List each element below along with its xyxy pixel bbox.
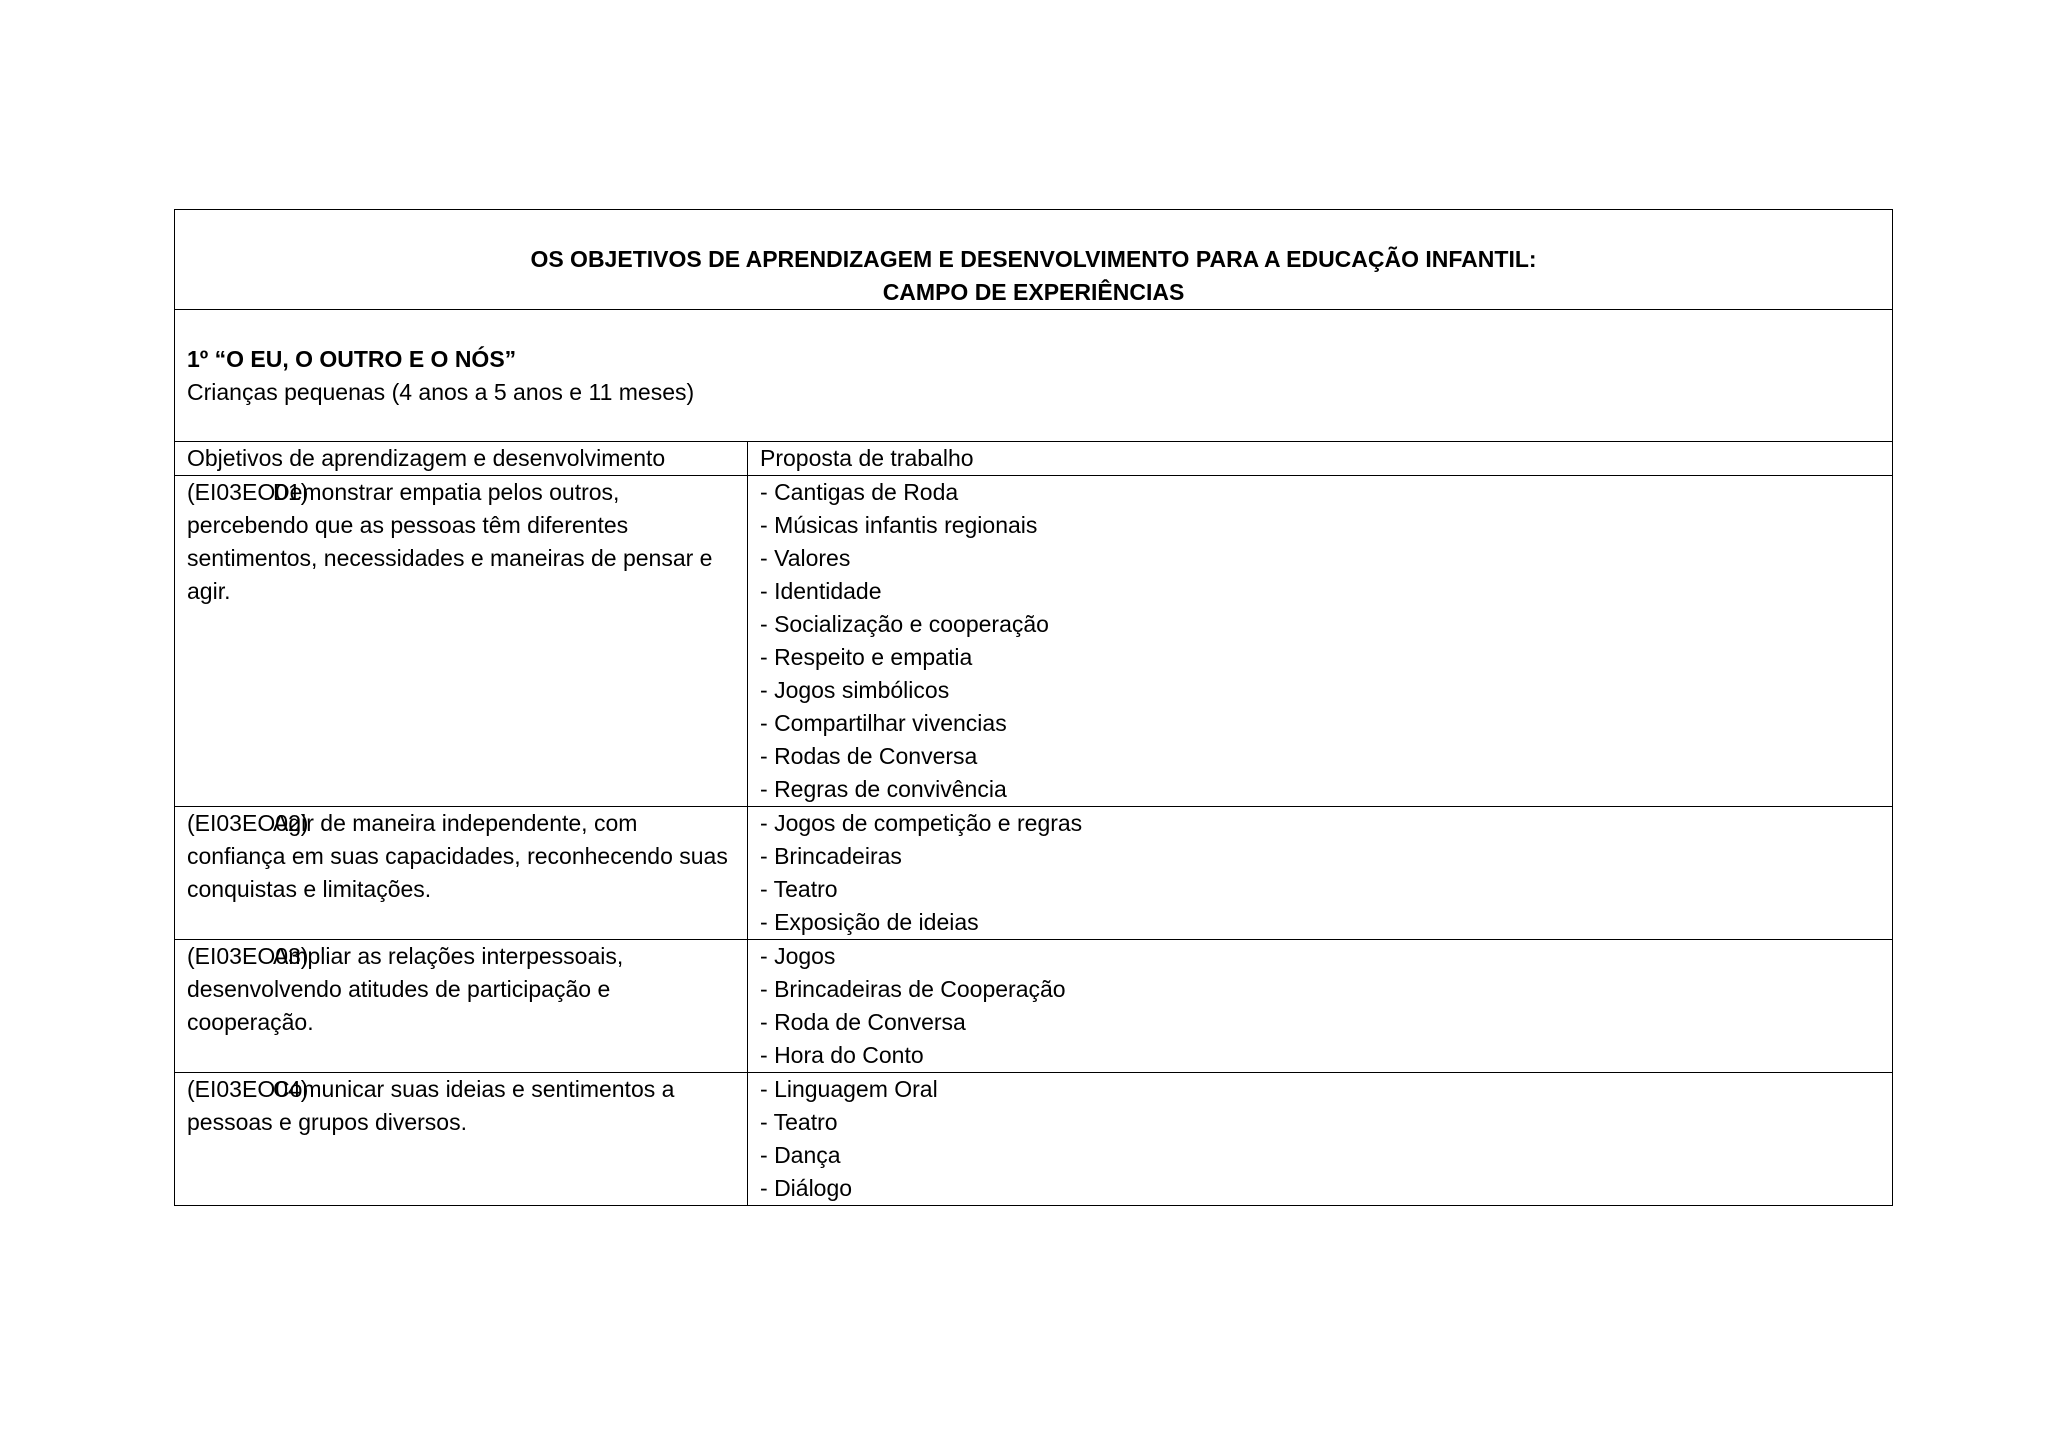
objective-text: Comunicar suas ideias e sentimentos a pessoas e grupos diversos. [187,1076,675,1135]
title-line-1: OS OBJETIVOS DE APRENDIZAGEM E DESENVOLVIMENTO PARA A EDUCAÇÃO INFANTIL: [530,246,1537,272]
objective-code: (EI03EO02) [187,810,309,836]
proposal-list [760,940,1880,1072]
section-row [175,310,1893,442]
table-row [175,476,1893,807]
objective-cell [175,476,748,807]
list-item: - Valores [760,542,1880,575]
table-row [175,807,1893,940]
proposal-cell [748,940,1893,1073]
proposal-list [760,476,1880,806]
list-item: - Brincadeiras de Cooperação [760,973,1880,1006]
list-item: - Regras de convivência [760,773,1880,806]
objective-text: Agir de maneira independente, com confiança em suas capacidades, reconhecendo suas conquistas e limitações. [187,810,728,902]
list-item: - Diálogo [760,1172,1880,1205]
list-item: - Hora do Conto [760,1039,1880,1072]
list-item: - Linguagem Oral [760,1073,1880,1106]
list-item: - Teatro [760,1106,1880,1139]
list-item: - Jogos de competição e regras [760,807,1880,840]
column-header-objectives: Objetivos de aprendizagem e desenvolvimento [175,442,748,476]
list-item: - Compartilhar vivencias [760,707,1880,740]
section-heading: 1º “O EU, O OUTRO E O NÓS” [187,346,517,372]
list-item: - Dança [760,1139,1880,1172]
objectives-table [174,209,1893,1206]
objective-text: Ampliar as relações interpessoais, desenvolvendo atitudes de participação e cooperação. [187,943,624,1035]
title-line-2: CAMPO DE EXPERIÊNCIAS [882,279,1185,305]
column-header-proposals: Proposta de trabalho [748,442,1893,476]
proposal-list [760,807,1880,939]
list-item: - Roda de Conversa [760,1006,1880,1039]
list-item: - Socialização e cooperação [760,608,1880,641]
list-item: - Exposição de ideias [760,906,1880,939]
table-row [175,1073,1893,1206]
table-row [175,940,1893,1073]
list-item: - Cantigas de Roda [760,476,1880,509]
list-item: - Brincadeiras [760,840,1880,873]
objective-cell [175,1073,748,1206]
objective-cell [175,807,748,940]
objective-code: (EI03EO03) [187,943,309,969]
proposal-cell [748,1073,1893,1206]
list-item: - Identidade [760,575,1880,608]
column-header-row [175,442,1893,476]
title-row [175,210,1893,310]
list-item: - Jogos simbólicos [760,674,1880,707]
list-item: - Músicas infantis regionais [760,509,1880,542]
objective-text: Demonstrar empatia pelos outros, percebendo que as pessoas têm diferentes sentimentos, necessidades e maneiras de pensar e agir. [187,479,713,604]
list-item: - Teatro [760,873,1880,906]
list-item: - Rodas de Conversa [760,740,1880,773]
objective-code: (EI03EO01) [187,479,309,505]
proposal-cell [748,476,1893,807]
proposal-list [760,1073,1880,1205]
objective-code: (EI03EO04) [187,1076,309,1102]
list-item: - Jogos [760,940,1880,973]
list-item: - Respeito e empatia [760,641,1880,674]
objective-cell [175,940,748,1073]
document-title [175,210,1893,310]
section-subtitle: Crianças pequenas (4 anos a 5 anos e 11 meses) [187,379,695,405]
proposal-cell [748,807,1893,940]
section-header [175,310,1893,442]
